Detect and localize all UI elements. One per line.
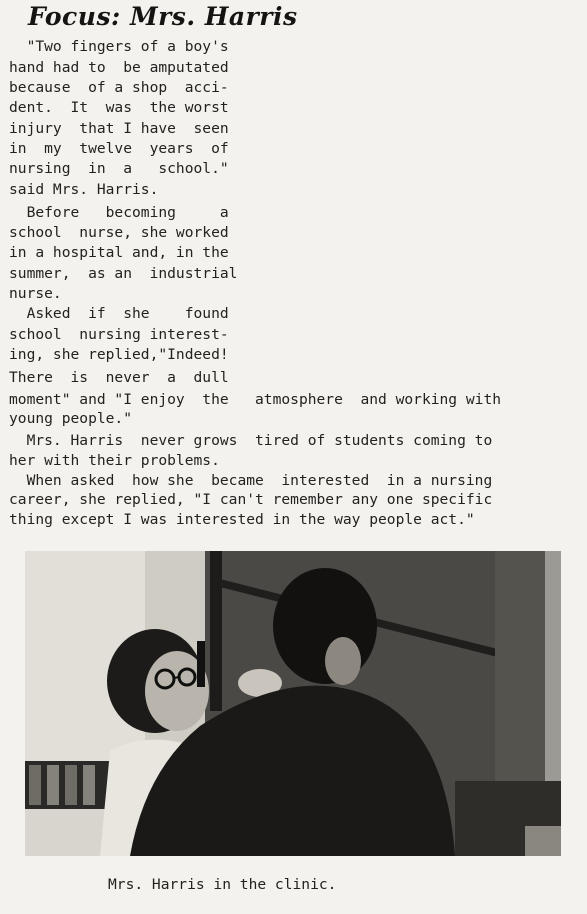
article-line: When asked how she became interested in a nursing: [9, 472, 493, 489]
photo-caption: Mrs. Harris in the clinic.: [108, 876, 337, 893]
article-line: "Two fingers of a boy's: [9, 38, 229, 55]
article-line: moment" and "I enjoy the atmosphere and working with: [9, 391, 502, 408]
article-line: school nurse, she worked: [9, 224, 229, 241]
article-line: in my twelve years of: [9, 140, 229, 157]
article-line: ing, she replied,"Indeed!: [9, 346, 229, 363]
article-line: career, she replied, "I can't remember any one specific: [9, 491, 493, 508]
article-line: young people.": [9, 410, 133, 427]
article-line: dent. It was the worst: [9, 99, 229, 116]
article-title: Focus: Mrs. Harris: [28, 2, 298, 31]
article-line: nursing in a school.": [9, 160, 229, 177]
article-line: There is never a dull: [9, 369, 229, 386]
article-line: in a hospital and, in the: [9, 244, 229, 261]
article-line: because of a shop acci-: [9, 79, 229, 96]
article-line: nurse.: [9, 285, 62, 302]
article-line: Before becoming a: [9, 204, 229, 221]
article-line: summer, as an industrial: [9, 265, 238, 282]
article-line: hand had to be amputated: [9, 59, 229, 76]
article-line: said Mrs. Harris.: [9, 181, 159, 198]
article-line: thing except I was interested in the way people act.": [9, 511, 475, 528]
article-line: Mrs. Harris never grows tired of students coming to: [9, 432, 493, 449]
article-line: Asked if she found: [9, 305, 229, 322]
clinic-photo: [25, 551, 561, 856]
article-line: her with their problems.: [9, 452, 220, 469]
article-line: injury that I have seen: [9, 120, 229, 137]
article-line: school nursing interest-: [9, 326, 229, 343]
